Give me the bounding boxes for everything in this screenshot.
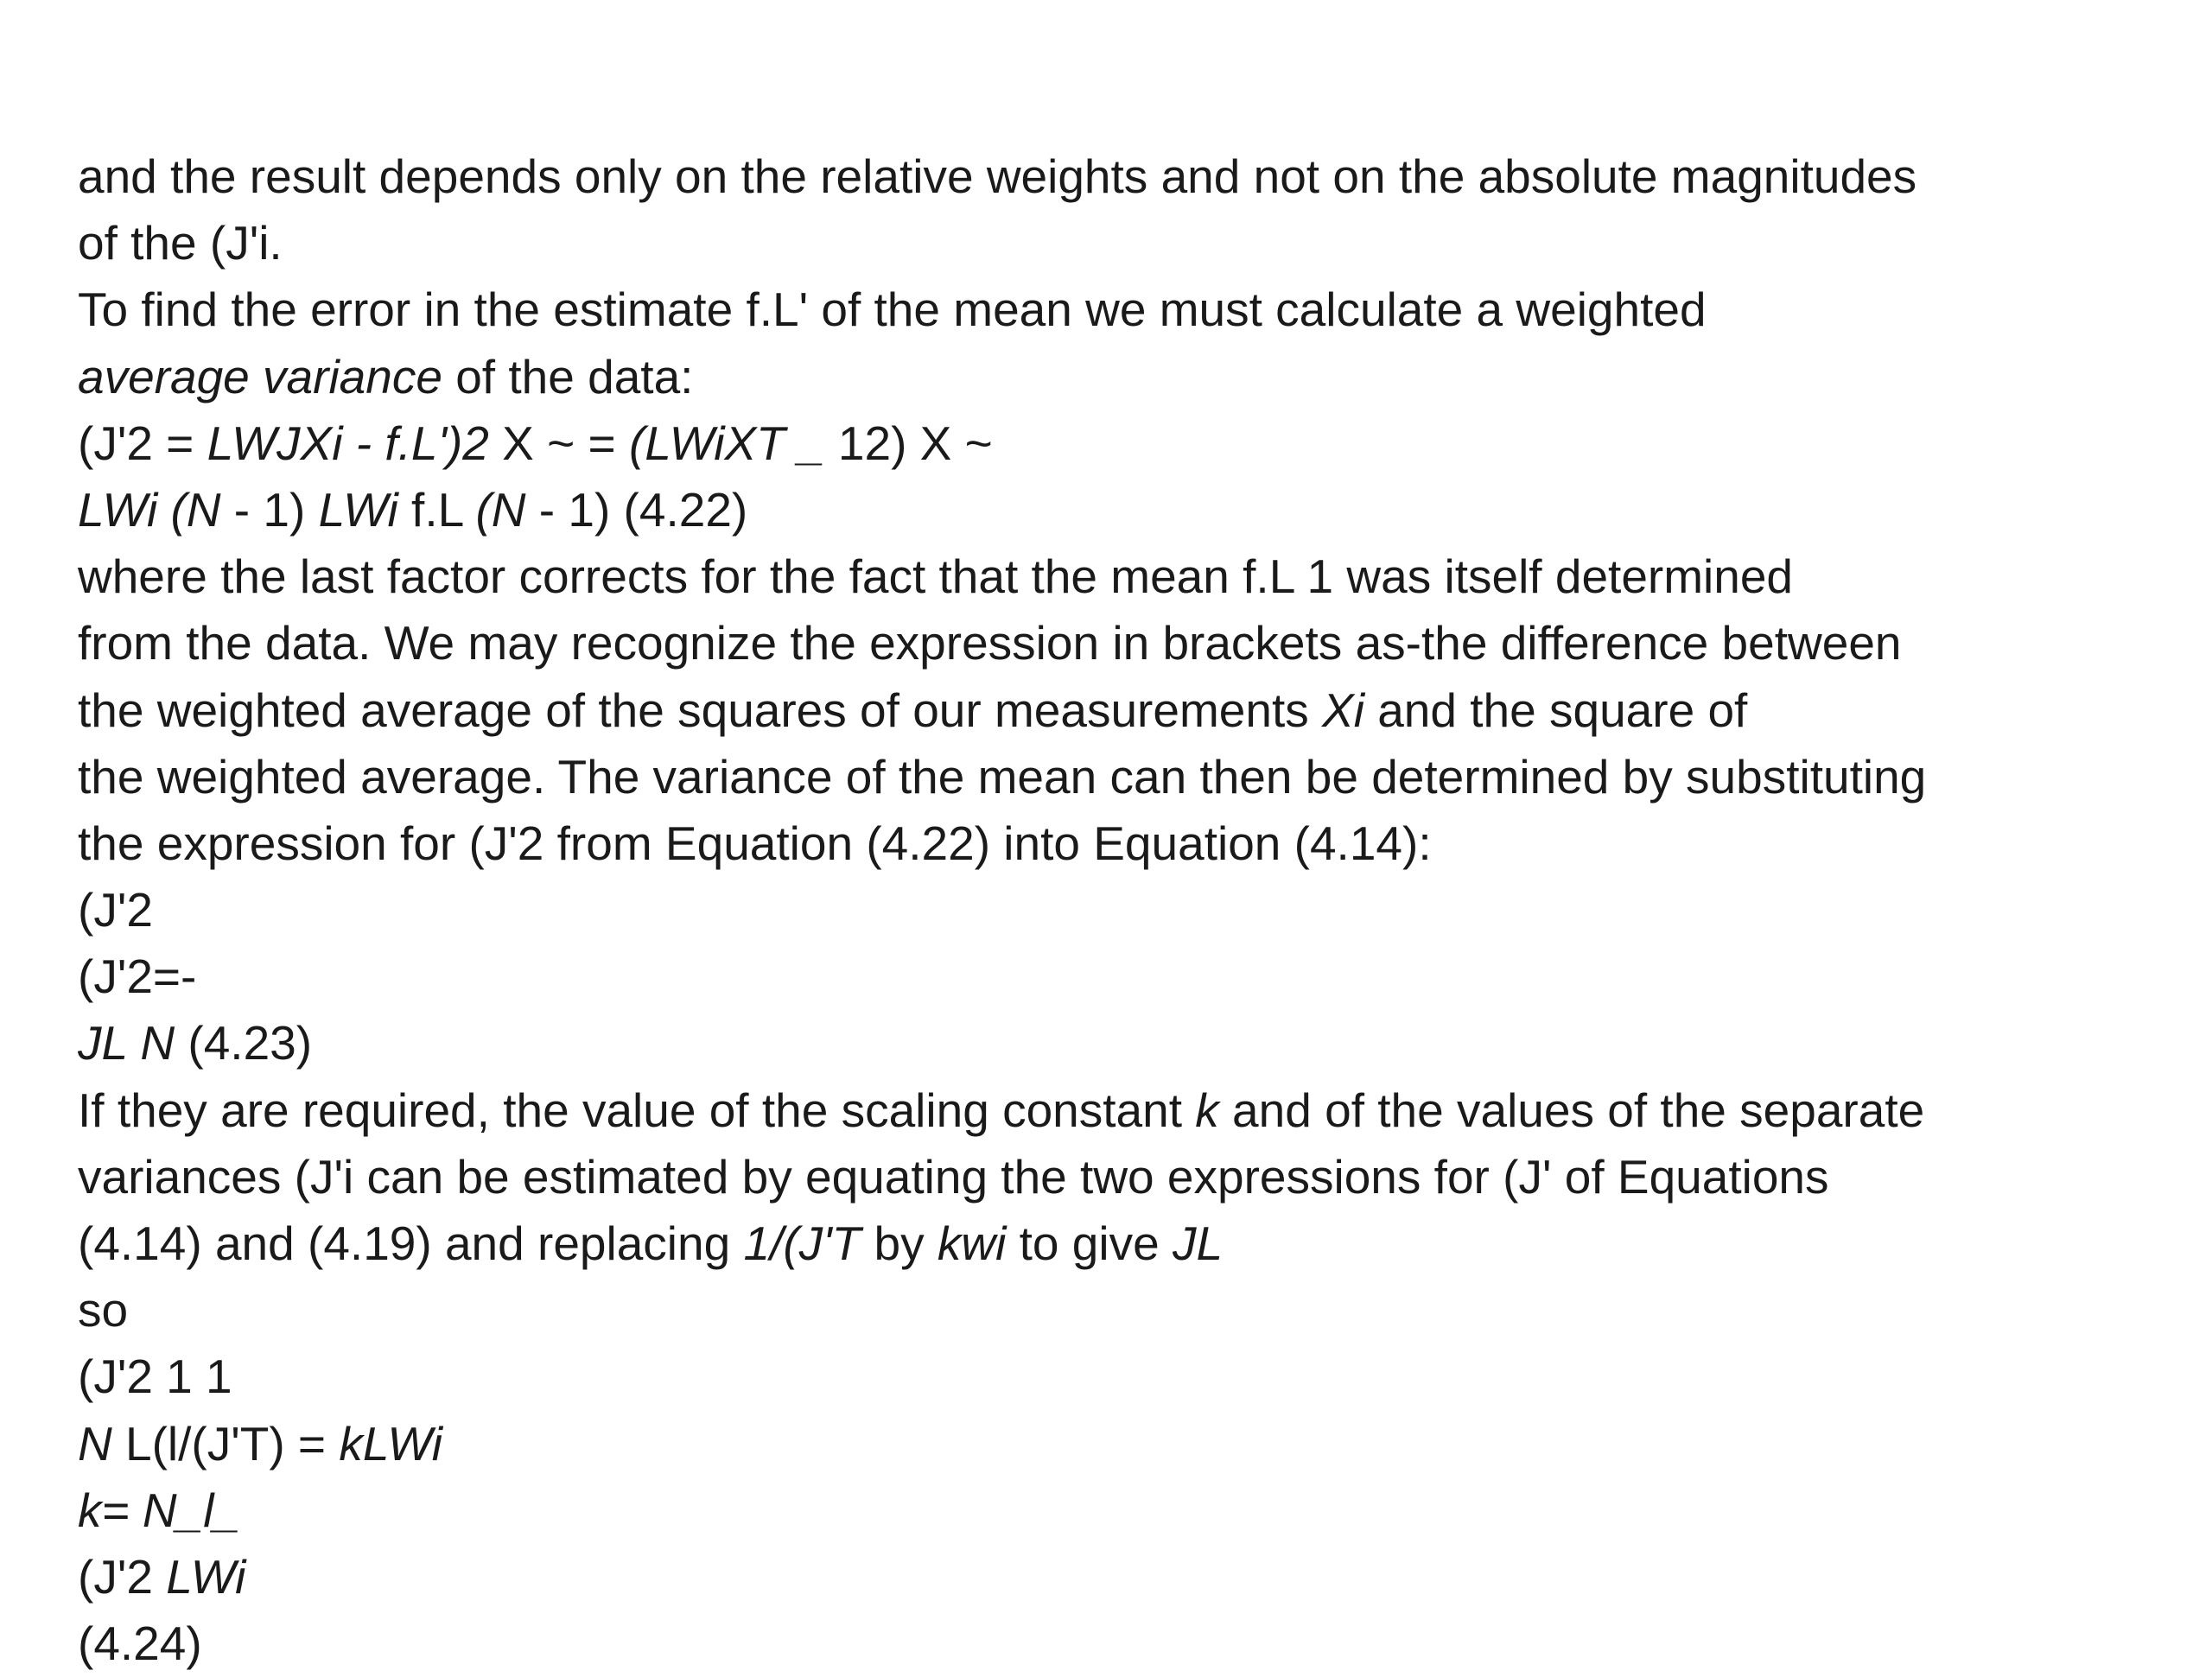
text-segment: (J'2 = [78,416,207,470]
text-line [78,1411,2169,1477]
text-line [78,1210,2169,1277]
text-segment: To find the error in the estimate f.L' of the mean we must calculate a weighted [78,283,1707,337]
text-segment: (J'2 [78,883,153,937]
text-segment: (4.23) [175,1016,313,1070]
text-segment: (J'2 1 1 [78,1350,232,1404]
text-segment: f.L [397,482,476,537]
text-line [78,210,2169,276]
text-segment: from the data. We may recognize the expression in brackets as-the difference between [78,616,1902,670]
text-line [78,677,2169,744]
text-segment: the expression for (J'2 from Equation (4.22) into Equation (4.14): [78,816,1432,870]
text-line [78,543,2169,610]
italic-text-segment: LWi (N [78,482,221,537]
text-line [78,610,2169,677]
italic-text-segment: LWi [318,482,398,537]
text-line [78,1610,2169,1677]
text-segment: to give [1006,1216,1173,1270]
text-segment: (4.14) and (4.19) and replacing [78,1216,744,1270]
text-line [78,877,2169,943]
italic-text-segment: average variance [78,349,442,403]
text-line [78,410,2169,477]
text-line [78,276,2169,343]
italic-text-segment: (LWiXT _ [628,416,825,470]
text-segment: 12) X ~ [824,416,993,470]
text-segment: of the (J'i. [78,216,283,270]
text-line [78,1077,2169,1144]
text-segment: L(l/(J'T) = [111,1416,340,1471]
text-line [78,344,2169,410]
text-line [78,477,2169,543]
text-line [78,143,2169,210]
text-segment: and the square of [1363,683,1748,737]
text-segment: and of the values of the separate [1218,1083,1925,1137]
text-segment: - 1) (4.22) [525,482,748,537]
text-line [78,1010,2169,1077]
text-segment: the weighted average of the squares of our measurements [78,683,1323,737]
text-line [78,1344,2169,1410]
italic-text-segment: 1/(J'T [743,1216,861,1270]
text-segment: If they are required, the value of the scaling constant [78,1083,1196,1137]
italic-text-segment: k [1195,1083,1219,1137]
text-segment: of the data: [442,349,694,403]
italic-text-segment: JL [1172,1216,1224,1270]
text-line [78,1144,2169,1210]
italic-text-segment: k= N_l_ [78,1483,241,1537]
text-segment: - 1) [220,482,319,537]
italic-text-segment: Xi [1322,683,1364,737]
italic-text-segment: (N [475,482,526,537]
text-line [78,1477,2169,1544]
text-segment: (4.24) [78,1617,202,1671]
text-segment: variances (J'i can be estimated by equating the two expressions for (J' of Equations [78,1149,1829,1204]
text-line [78,810,2169,877]
text-segment: (J'2 [78,1549,167,1604]
italic-text-segment: kwi [937,1216,1007,1270]
text-line [78,744,2169,810]
text-segment: by [861,1216,938,1270]
body-text [78,143,2169,1677]
italic-text-segment: LWi [166,1549,246,1604]
text-segment: the weighted average. The variance of the mean can then be determined by substituting [78,749,1927,804]
text-segment: and the result depends only on the relative weights and not on the absolute magnitudes [78,149,1917,203]
text-line [78,1277,2169,1344]
text-segment: so [78,1283,129,1337]
text-segment: (J'2=- [78,950,197,1004]
italic-text-segment: JL N [78,1016,175,1070]
italic-text-segment: LWJXi - f.L')2 [207,416,489,470]
text-segment: X ~ = [488,416,629,470]
italic-text-segment: N [78,1416,112,1471]
text-line [78,1544,2169,1610]
italic-text-segment: kLWi [339,1416,443,1471]
text-segment: where the last factor corrects for the fact that the mean f.L 1 was itself determined [78,549,1794,604]
text-line [78,943,2169,1010]
